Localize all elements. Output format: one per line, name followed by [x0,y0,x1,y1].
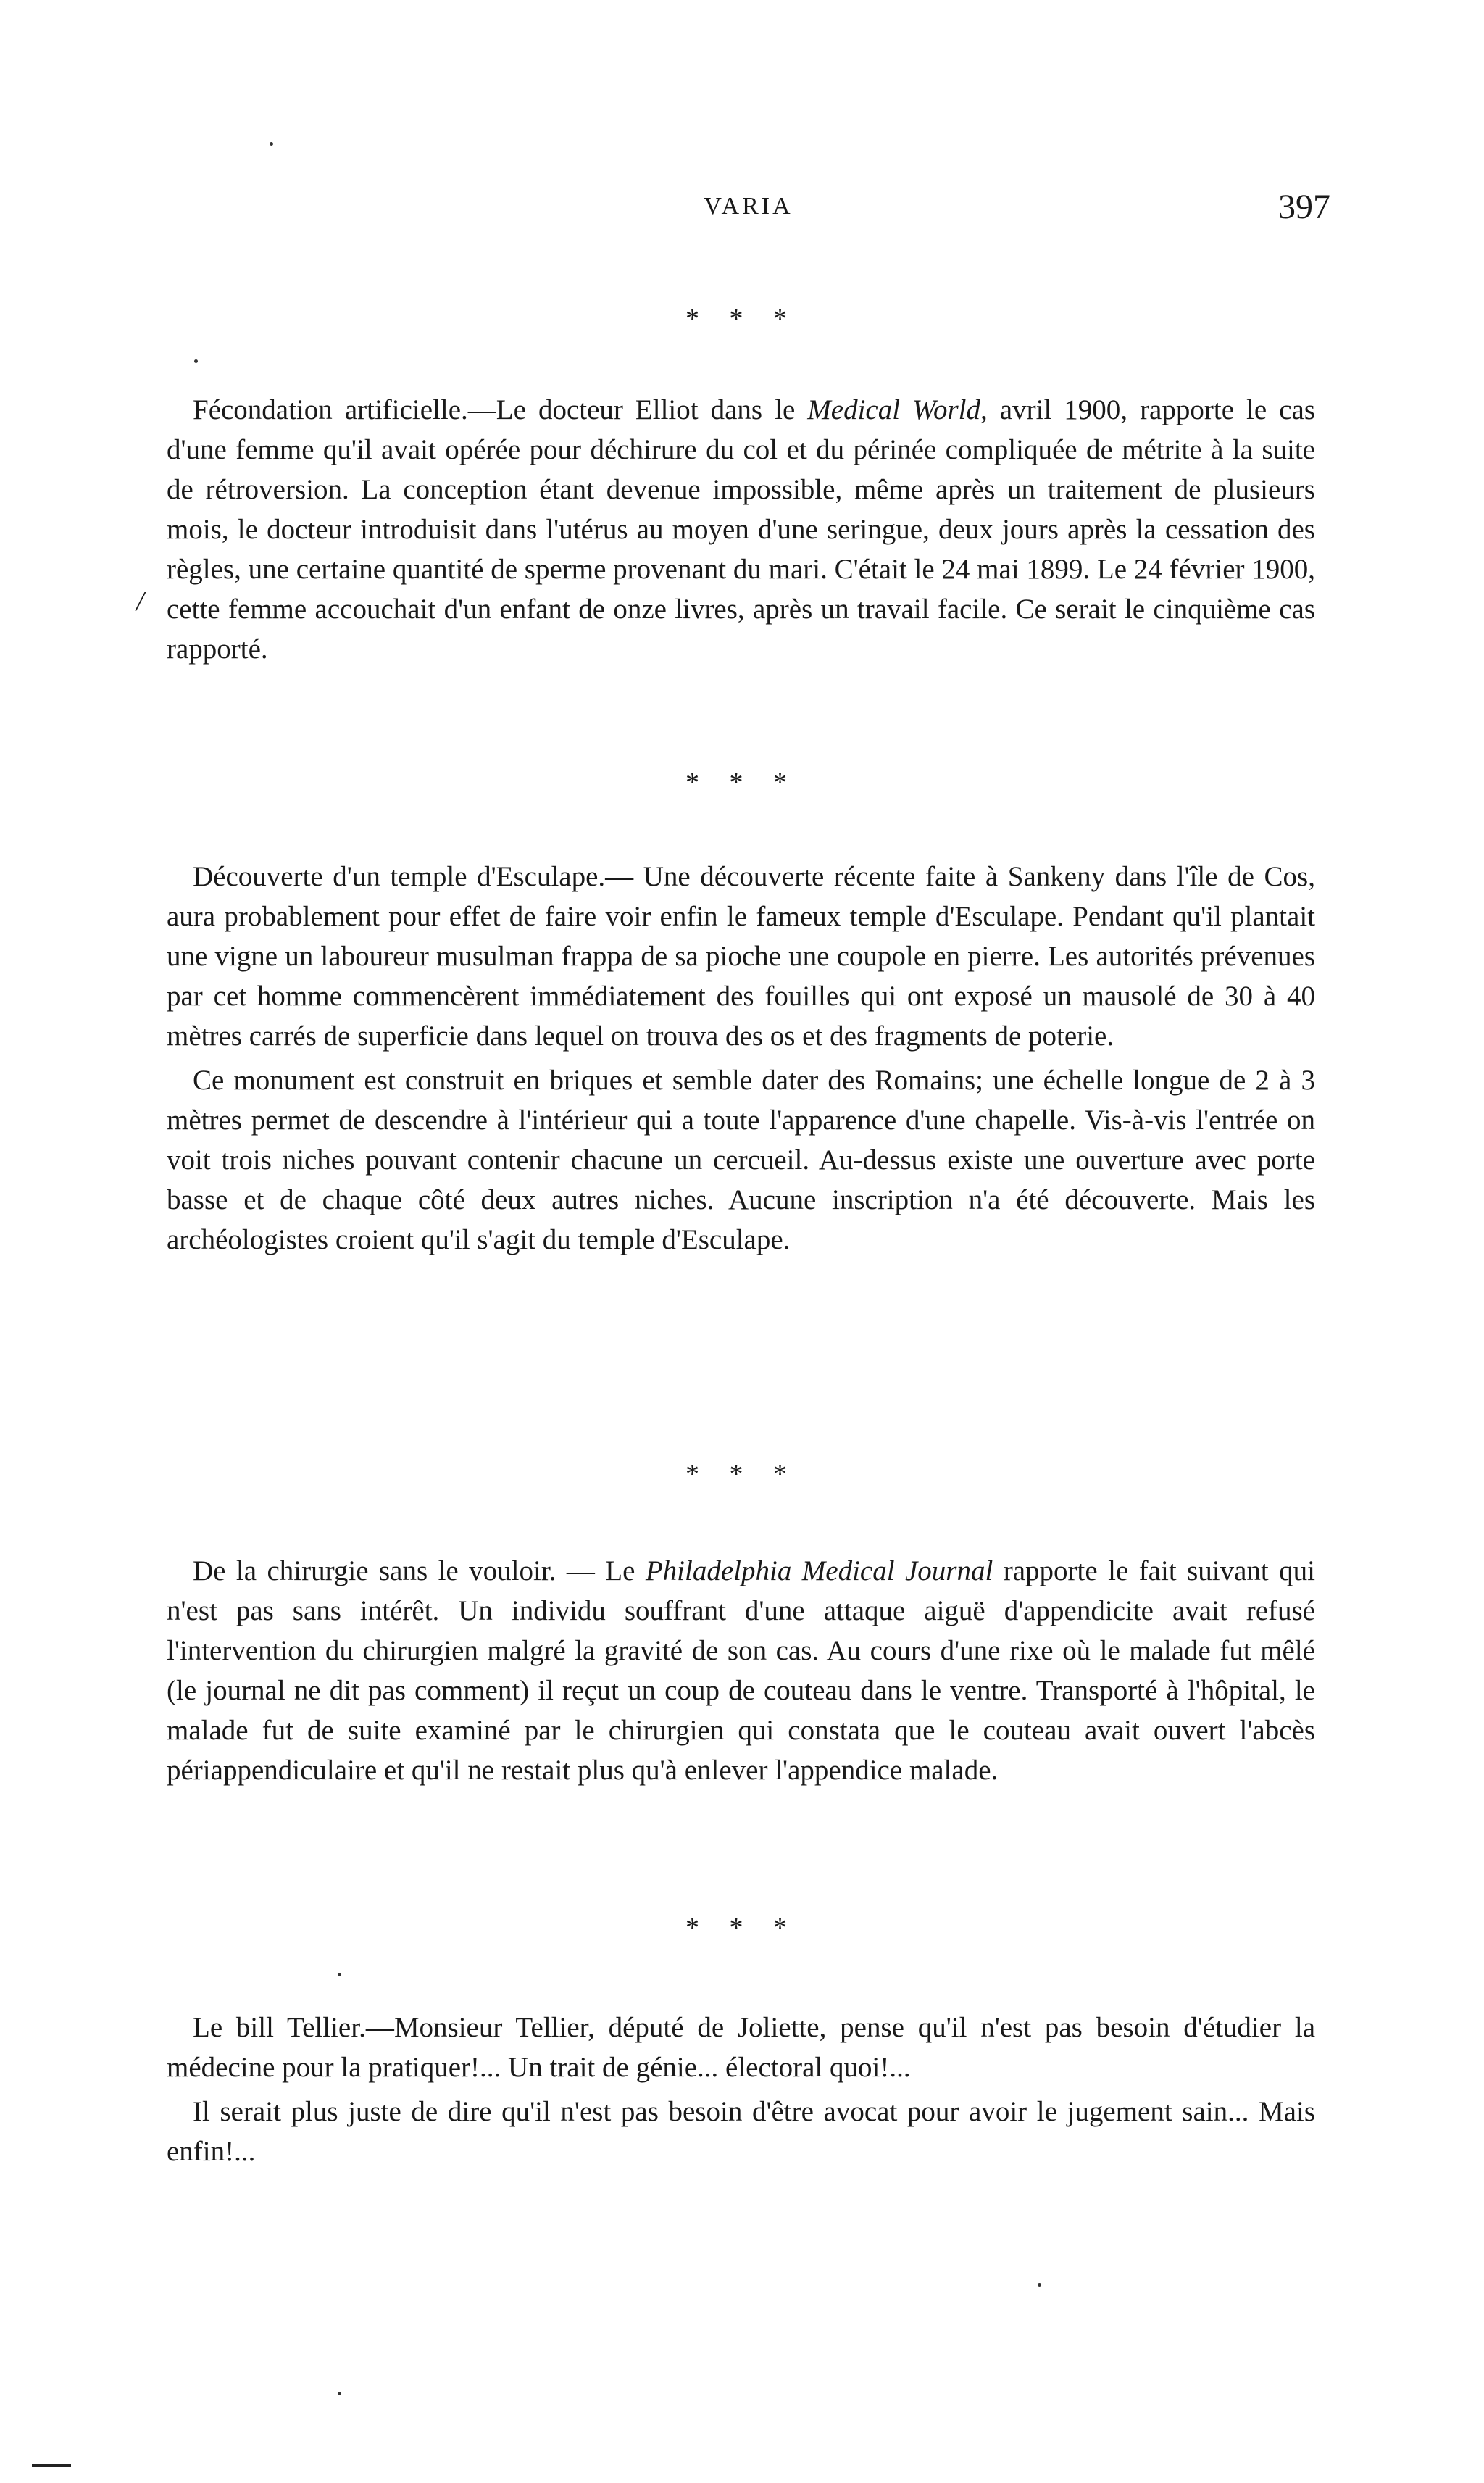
text-run: , avril 1900, rapporte le cas d'une femme qu'il avait opérée pour déchirure du col et du périnée compliquée de métrite à la suite de rétroversion. La conception étant devenue impossible, même après un traitement de plusieurs mois, le docteur introduisit dans l'utérus au moyen d'une seringue, deux jours après la cessation des règles, une certaine quantité de sperme provenant du mari. C'était le 24 mai 1899. Le 24 février 1900, cette femme accouchait d'un enfant de onze livres, après un travail facile. Ce serait le cinquième cas rapporté. [167,394,1315,665]
article-title: Découverte d'un temple d'Esculape. [193,861,606,892]
section-separator: * * * [685,768,799,798]
scan-speck [270,142,273,146]
journal-name: Medical World [807,394,981,425]
article-bill-tellier [167,2008,1315,2171]
article-paragraph [167,857,1315,1056]
article-fecondation [167,390,1315,669]
article-chirurgie [167,1551,1315,1790]
scan-speck [194,359,198,363]
article-esculape [167,857,1315,1260]
journal-name: Philadelphia Medical Journal [645,1555,993,1586]
running-head [167,187,1330,230]
section-separator: * * * [685,304,799,334]
scan-speck [338,2392,341,2395]
article-paragraph [167,1060,1315,1260]
section-separator: * * * [685,1913,799,1943]
text-run: rapporte le fait suivant qui n'est pas sans intérêt. Un individu souffrant d'une attaque aiguë d'appendicite avait refusé l'intervention du chirurgien malgré la gravité de son cas. Au cours d'une rixe où le malade fut mêlé (le journal ne dit pas comment) il reçut un coup de couteau dans le ventre. Transporté à l'hôpital, le malade fut de suite examiné par le chirurgien qui constata que le couteau avait ouvert l'abcès périappendiculaire et qu'il ne restait plus qu'à enlever l'appendice malade. [167,1555,1316,1786]
article-title: Le bill Tellier. [193,2012,366,2043]
article-title: Fécondation artificielle. [193,394,468,425]
text-run: — Une découverte récente faite à Sankeny dans l'île de Cos, aura probablement pour effet de faire voir enfin le fameux temple d'Esculape. Pendant qu'il plantait une vigne un laboureur musulman frappa de sa pioche une coupole en pierre. Les autorités prévenues par cet homme commencèrent immédiatement des fouilles qui ont exposé un mausolé de 30 à 40 mètres carrés de superficie dans lequel on trouva des os et des fragments de poterie. [167,861,1315,1052]
article-paragraph [167,1551,1315,1790]
text-run: — Le [556,1555,646,1586]
text-run: Il serait plus juste de dire qu'il n'est pas besoin d'être avocat pour avoir le jugement sain... Mais enfin!... [167,2096,1315,2167]
scan-speck [338,1973,341,1976]
scan-edge-mark [32,2464,71,2467]
text-run: Ce monument est construit en briques et semble dater des Romains; une échelle longue de 2 à 3 mètres permet de descendre à l'intérieur qui a toute l'apparence d'une chapelle. Vis-à-vis l'entrée on voit trois niches pouvant contenir chacune un cercueil. Au-dessus existe une ouverture avec porte basse et de chaque côté deux autres niches. Aucune inscription n'a été découverte. Mais les archéologistes croient qu'il s'agit du temple d'Esculape. [167,1065,1315,1255]
section-separator: * * * [685,1459,799,1489]
margin-mark: / [136,586,144,617]
article-paragraph [167,2092,1315,2171]
text-run: —Monsieur Tellier, député de Joliette, pense qu'il n'est pas besoin d'étudier la médecine pour la pratiquer!... Un trait de génie... électoral quoi!... [167,2012,1316,2083]
article-paragraph [167,390,1315,669]
scan-speck [1038,2283,1041,2287]
article-paragraph [167,2008,1315,2087]
page-number: 397 [1278,188,1330,226]
running-title: VARIA [704,193,793,220]
text-run: —Le docteur Elliot dans le [467,394,808,425]
article-title: De la chirurgie sans le vouloir. [193,1555,556,1586]
